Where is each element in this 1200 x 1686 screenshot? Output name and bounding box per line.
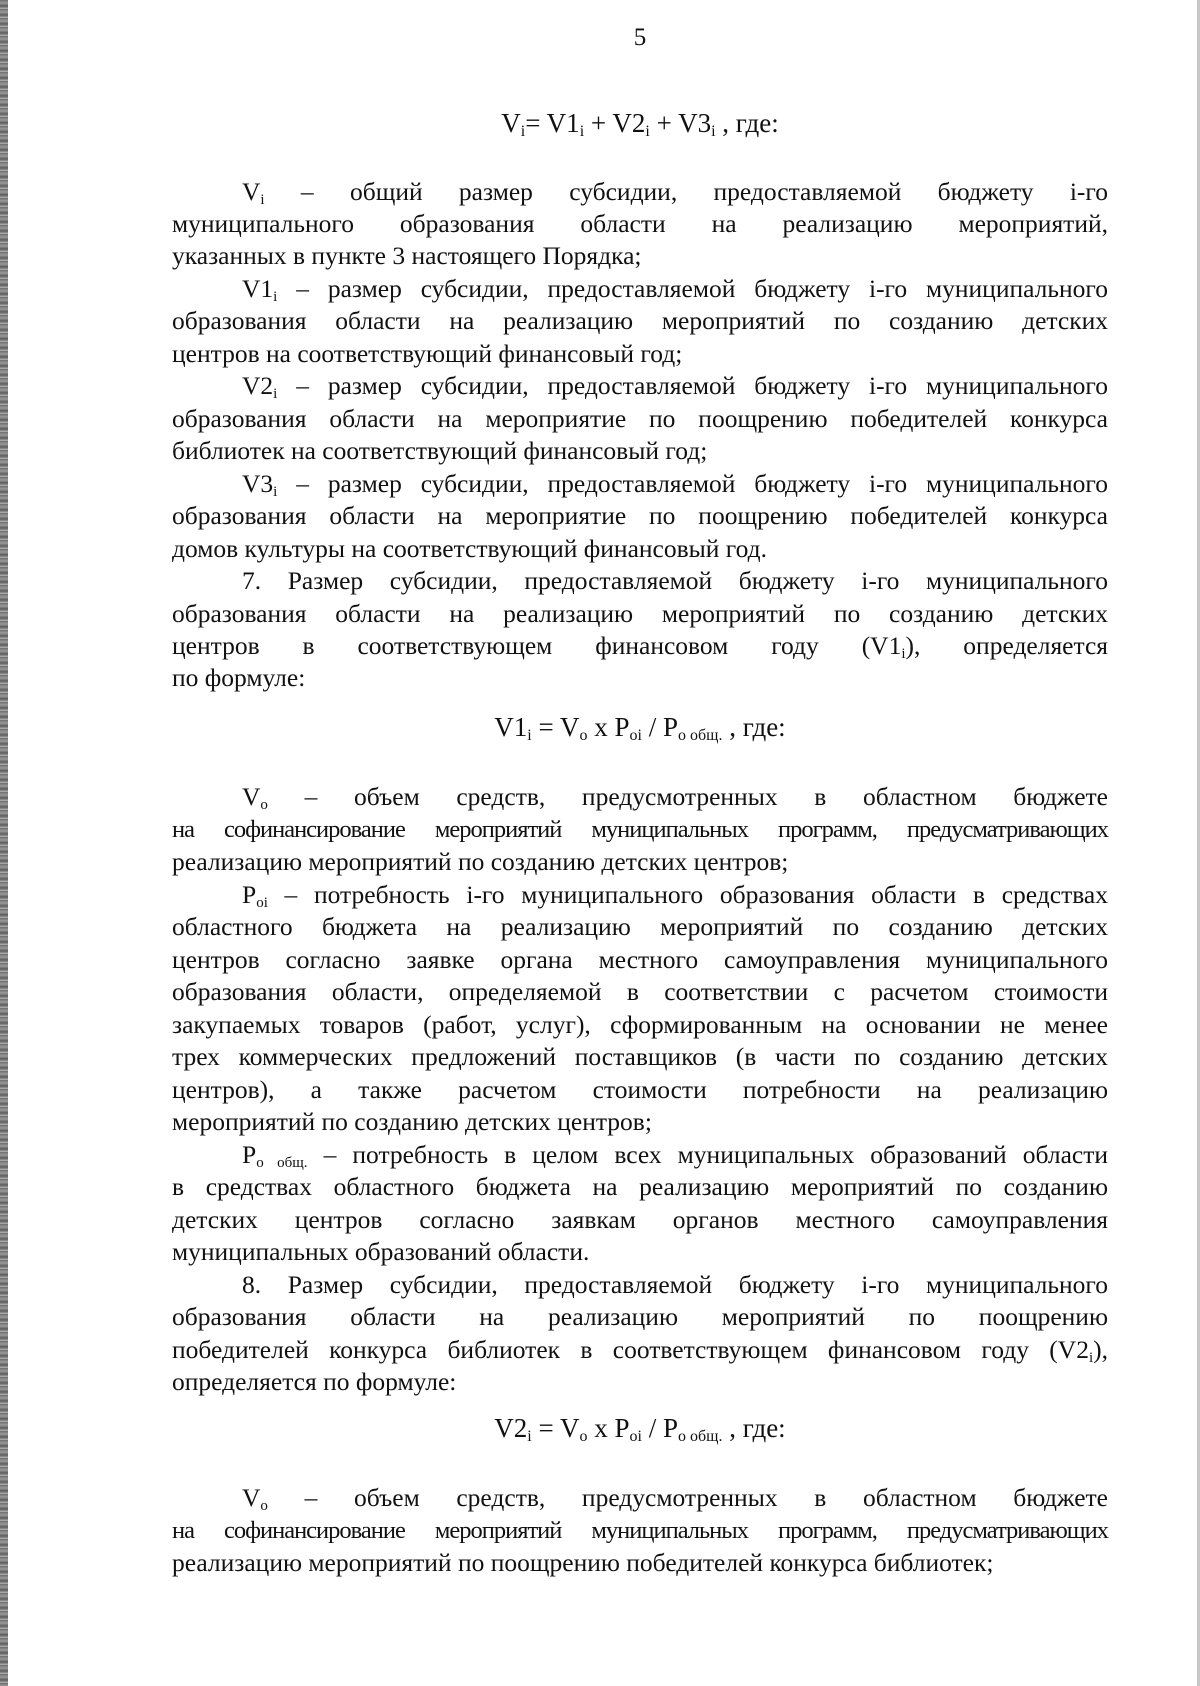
def-poi1-line-8: мероприятий по созданию детских центров; [172,1107,652,1136]
p7-line-1: 7. Размер субсидии, предоставляемой бюджету i-го муниципального [242,566,1108,595]
def-poi1-line-2: областного бюджета на реализацию мероприятий по созданию детских [172,912,1108,941]
formula-v1: $V1_i = V_o$ x $P_{oi} / P_{o общ.}$ , где: [494,712,786,744]
def-vo1-line-1: $V_o$ – объем средств, предусмотренных в областном бюджете [242,782,1108,813]
def-pob1-line-4: муниципальных образований области. [172,1237,590,1266]
def-v3-line-1: $V3_i$ – размер субсидии, предоставляемой бюджету i-го муниципального [242,469,1108,500]
page-number: 5 [633,24,647,51]
p7-line-4: по формуле: [172,663,306,692]
p8-line-1: 8. Размер субсидии, предоставляемой бюджету i-го муниципального [242,1270,1108,1299]
def-poi1-line-5: закупаемых товаров (работ, услуг), сформированным на основании не менее [172,1010,1108,1039]
def-v1-line-1: $V1_i$ – размер субсидии, предоставляемой бюджету i-го муниципального [242,274,1108,305]
def-pob1-line-1: $P_{o общ.}$ – потребность в целом всех муниципальных образований области [242,1140,1108,1171]
formula-vi: $V_i= V1_i + V2_i + V3_i$ , где: [501,108,779,140]
def-vo2-line-2: на софинансирование мероприятий муниципальных программ, предусматривающих [172,1517,1108,1544]
def-v3-line-3: домов культуры на соответствующий финансовый год. [172,534,767,563]
def-vo1-line-3: реализацию мероприятий по созданию детских центров; [172,847,789,876]
def-v3-line-2: образования области на мероприятие по поощрению победителей конкурса [172,501,1108,530]
def-vi-line-2: муниципального образования области на реализацию мероприятий, [172,209,1108,238]
scan-edge-left [0,0,8,1686]
def-vi-line-3: указанных в пункте 3 настоящего Порядка; [172,241,642,270]
p7-line-2: образования области на реализацию мероприятий по созданию детских [172,599,1108,628]
def-v2-line-1: $V2_i$ – размер субсидии, предоставляемой бюджету i-го муниципального [242,371,1108,402]
def-vo2-line-3: реализацию мероприятий по поощрению победителей конкурса библиотек; [172,1548,994,1577]
def-v2-line-3: библиотек на соответствующий финансовый год; [172,436,708,465]
def-pob1-line-3: детских центров согласно заявкам органов местного самоуправления [172,1205,1108,1234]
def-vo2-line-1: $V_o$ – объем средств, предусмотренных в областном бюджете [242,1483,1108,1514]
p8-line-2: образования области на реализацию мероприятий по поощрению [172,1302,1108,1331]
def-vo1-line-2: на софинансирование мероприятий муниципальных программ, предусматривающих [172,816,1108,843]
def-pob1-line-2: в средствах областного бюджета на реализацию мероприятий по созданию [172,1172,1108,1201]
def-v2-line-2: образования области на мероприятие по поощрению победителей конкурса [172,404,1108,433]
p8-line-3: победителей конкурса библиотек в соответствующем финансовом году $(V2_i)$, [172,1335,1108,1366]
def-poi1-line-1: $P_{oi}$ – потребность i-го муниципального образования области в средствах [242,880,1108,911]
def-vi-line-1: $V_i$ – общий размер субсидии, предоставляемой бюджету i-го [242,177,1108,208]
def-v1-line-2: образования области на реализацию мероприятий по созданию детских [172,306,1108,335]
def-poi1-line-3: центров согласно заявке органа местного самоуправления муниципального [172,945,1108,974]
def-poi1-line-4: образования области, определяемой в соответствии с расчетом стоимости [172,977,1108,1006]
formula-v2: $V2_i = V_o$ x $P_{oi} / P_{o общ.}$ , где: [494,1413,786,1445]
def-poi1-line-6: трех коммерческих предложений поставщиков (в части по созданию детских [172,1042,1108,1071]
p8-line-4: определяется по формуле: [172,1367,457,1396]
def-v1-line-3: центров на соответствующий финансовый год; [172,339,683,368]
def-poi1-line-7: центров), а также расчетом стоимости потребности на реализацию [172,1075,1108,1104]
p7-line-3: центров в соответствующем финансовом году $(V1_i)$, определяется [172,631,1109,662]
